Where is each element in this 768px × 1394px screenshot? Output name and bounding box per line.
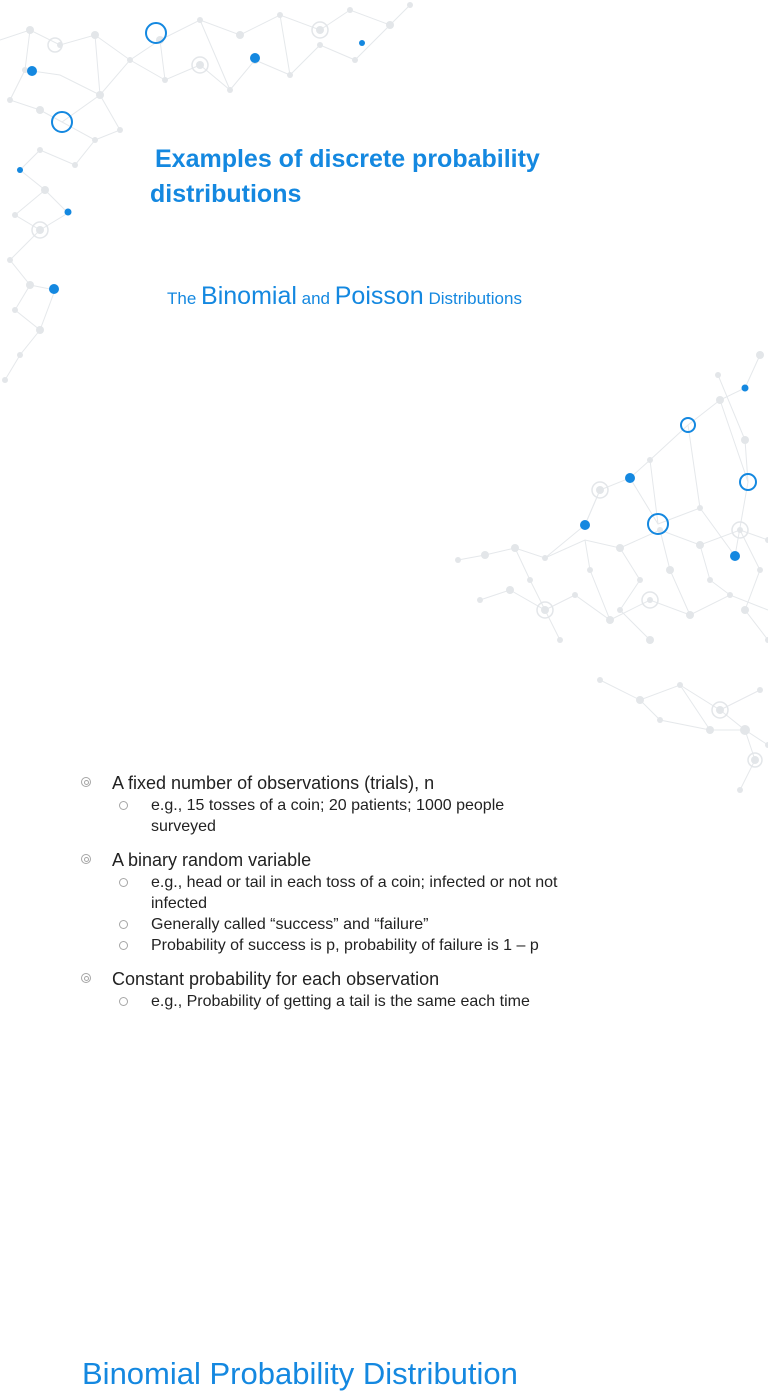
subtitle-poisson: Poisson: [334, 282, 424, 310]
sub-bullet-circle-icon: [119, 920, 128, 929]
slide-title-line-1: Examples of discrete probability: [155, 145, 540, 173]
sub-bullet-item: [112, 795, 571, 837]
sub-bullet-text: Generally called “success” and “failure”: [151, 916, 429, 933]
sub-bullet-circle-icon: [119, 801, 128, 810]
bullet-item: [80, 772, 640, 837]
sub-bullet-circle-icon: [119, 941, 128, 950]
sub-bullet-list: [112, 795, 640, 837]
bullet-list: [80, 772, 640, 1012]
bullet-text: Constant probability for each observation: [112, 969, 440, 989]
sub-bullet-list: [112, 991, 640, 1012]
slide-title: Binomial Probability Distribution: [82, 1356, 518, 1391]
sub-bullet-text: e.g., Probability of getting a tail is the same each time: [151, 993, 530, 1010]
sub-bullet-item: [112, 991, 571, 1012]
bullet-circle-icon: [81, 973, 91, 983]
slide-subtitle: [167, 278, 522, 317]
bullet-item: [80, 968, 640, 1012]
title-slide: [0, 0, 768, 660]
bullet-text: A binary random variable: [112, 850, 312, 870]
bullet-circle-icon: [81, 777, 91, 787]
bullet-text: A fixed number of observations (trials), n: [112, 773, 435, 793]
slide-title-line-2: distributions: [150, 180, 302, 208]
subtitle-and: and: [301, 289, 331, 308]
bullet-circle-icon: [81, 854, 91, 864]
sub-bullet-circle-icon: [119, 997, 128, 1006]
sub-bullet-text: e.g., 15 tosses of a coin; 20 patients; 1000 people surveyed: [151, 797, 505, 835]
subtitle-distributions: Distributions: [428, 289, 522, 308]
sub-bullet-item: [112, 914, 571, 935]
sub-bullet-item: [112, 872, 571, 914]
network-decoration: [0, 0, 768, 660]
bullet-item: [80, 849, 640, 956]
sub-bullet-text: Probability of success is p, probability of failure is 1 – p: [151, 937, 539, 954]
sub-bullet-item: [112, 935, 571, 956]
slide-title: [150, 142, 670, 212]
subtitle-binomial: Binomial: [201, 282, 297, 310]
sub-bullet-circle-icon: [119, 878, 128, 887]
sub-bullet-list: [112, 872, 640, 956]
sub-bullet-text: e.g., head or tail in each toss of a coin; infected or not not infected: [151, 874, 558, 912]
subtitle-the: The: [167, 289, 197, 308]
